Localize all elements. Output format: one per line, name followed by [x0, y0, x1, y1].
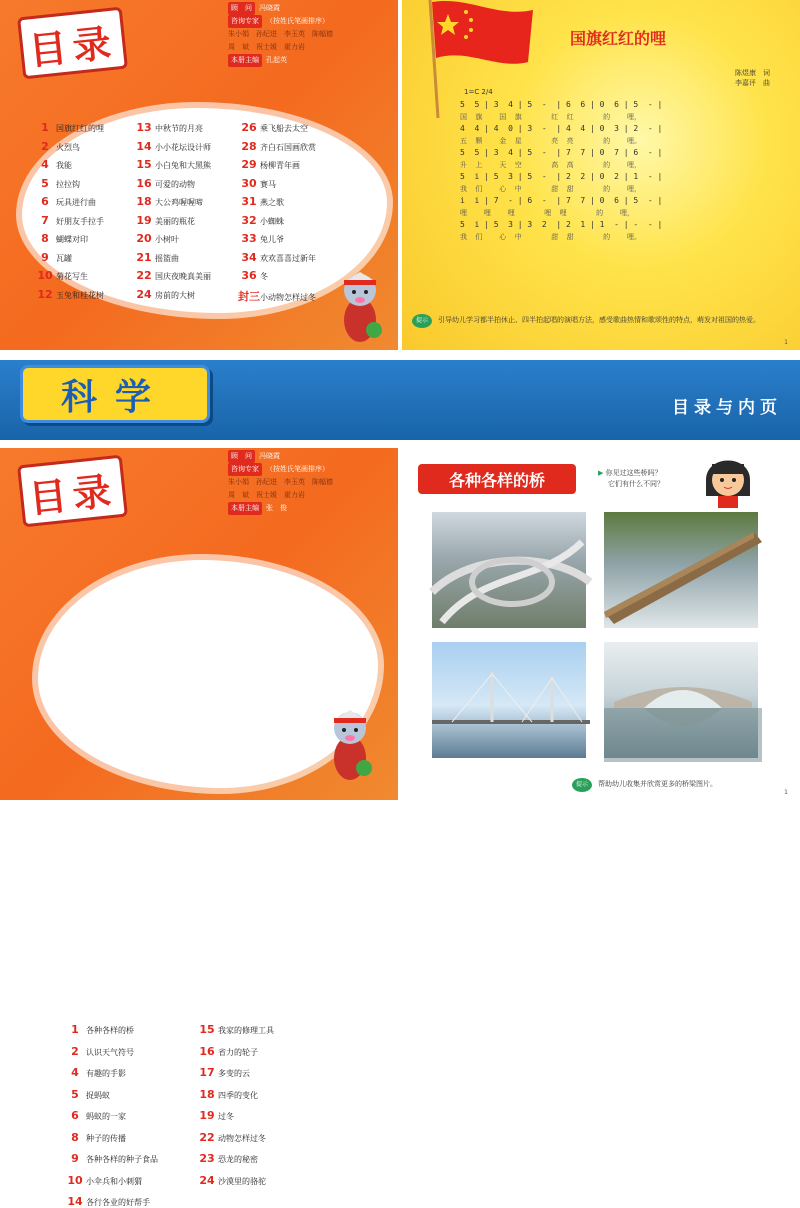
toc-page-number: 10	[67, 1173, 83, 1187]
toc-entry-title: 省力的轮子	[218, 1047, 258, 1057]
toc-page-number: 22	[199, 1130, 215, 1144]
toc-entry-title: 四季的变化	[218, 1090, 258, 1100]
toc-entry	[34, 158, 72, 171]
toc-page-number: 6	[71, 1109, 79, 1122]
toc-page-number: 1	[71, 1023, 79, 1036]
toc-entry-title: 我家的修理工具	[218, 1026, 274, 1035]
toc-page-number: 16	[136, 176, 152, 190]
toc-page-number: 9	[41, 250, 49, 264]
toc-entry	[64, 1174, 142, 1187]
toc-entry-title: 乘飞船去太空	[260, 124, 308, 133]
toc-page-number: 24	[199, 1173, 215, 1187]
score-lyrics-row: 哩 哩 哩 哩 哩 的 哩，	[460, 209, 635, 217]
toc-page-number: 9	[71, 1152, 79, 1165]
toc-entry-title: 捉蚂蚁	[86, 1090, 110, 1100]
toc-page-number: 29	[241, 158, 257, 171]
song-authors: 陈煜康 词 李嘉评 曲	[735, 69, 770, 87]
toc-entry-title: 摇篮曲	[155, 253, 179, 263]
toc-page-number: 31	[241, 195, 257, 208]
toc-page-number: 5	[71, 1087, 79, 1101]
toc-page-number: 26	[241, 121, 257, 134]
toc-entry	[196, 1045, 258, 1058]
toc-page-number: 4	[41, 158, 49, 171]
toc-entry-title: 国庆夜晚真美丽	[155, 272, 211, 281]
toc-entry-title: 过冬	[218, 1112, 234, 1121]
subject-label: 科学	[60, 376, 169, 418]
toc-entry-title: 我能	[56, 161, 72, 170]
score-notes-row: i i | 7 - | 6 - | 7 7 | 0 6 | 5 - |	[460, 196, 663, 205]
banner-caption: 目录与内页	[672, 398, 782, 418]
toc-entry	[196, 1152, 258, 1165]
score-notes-row: 5 5 | 3 4 | 5 - | 7 7 | 0 7 | 6 - |	[460, 148, 663, 157]
toc-page-number: 5	[41, 176, 49, 190]
toc-entry-title: 小蜘蛛	[260, 216, 284, 226]
song-title: 国旗红红的哩	[570, 29, 667, 48]
toc-page-number: 19	[136, 213, 152, 227]
toc-page-number: 16	[199, 1044, 215, 1058]
toc-entry	[238, 121, 308, 134]
toc-entry-title: 赛马	[260, 179, 276, 189]
toc-entry-title: 可爱的动物	[155, 179, 195, 189]
page-number: 1	[784, 789, 788, 796]
toc-entry	[196, 1023, 274, 1036]
score-lyrics-row: 五 颗 金 星 亮 亮 的 哩。	[460, 137, 642, 145]
toc-page-number: 17	[199, 1066, 215, 1079]
bottom-toc-panel	[0, 448, 398, 1208]
toc-entry	[64, 1131, 126, 1144]
toc-page-number: 10	[37, 269, 53, 282]
toc-page-number: 8	[41, 232, 49, 245]
toc-entry-title: 燕之歌	[260, 198, 284, 207]
toc-page-number: 7	[41, 213, 49, 227]
toc-entry	[133, 269, 211, 282]
toc-page-number: 14	[136, 139, 152, 153]
toc-entry-title: 小白兔和大黑熊	[155, 161, 211, 170]
toc-entry	[133, 177, 195, 190]
toc-entry-title: 欢欢喜喜过新年	[260, 253, 316, 263]
question-text: ▶ 你见过这些桥吗？ 它们有什么不同？	[598, 469, 664, 488]
bridges-page-panel	[402, 448, 800, 800]
toc-entry	[196, 1109, 234, 1122]
song-teaching-note: 提示 引导幼儿学习都半拍休止、四半拍起唱的演唱方法，感受歌曲热情和歌颂性的特点，萌发对祖国的热爱。	[412, 314, 792, 328]
toc-entry	[34, 269, 88, 282]
toc-entry	[133, 232, 179, 245]
cat-mascot-illustration	[320, 698, 380, 788]
toc-entry-title: 玩具进行曲	[56, 198, 96, 207]
highway-interchange-photo	[430, 510, 588, 630]
toc-page-number: 封三	[238, 289, 260, 303]
toc-entry-title: 各种各样的桥	[86, 1026, 134, 1035]
toc-entry	[64, 1195, 150, 1208]
toc-entry	[34, 195, 96, 208]
toc-title-book	[17, 7, 128, 80]
toc-entry-title: 大公鸡喔喔啼	[155, 198, 203, 207]
toc-entry	[64, 1109, 126, 1122]
toc-page-number: 30	[241, 176, 257, 190]
toc-entry-title: 玉兔和桂花树	[56, 290, 104, 300]
score-lyrics-row: 我 们 心 中 甜 甜 的 哩，	[460, 185, 642, 193]
toc-entry	[133, 195, 203, 208]
toc-entry	[238, 251, 316, 264]
score-notes-row: 5 i | 5 3 | 3 2 | 2 1 | 1 - | - - |	[460, 220, 663, 229]
toc-page-number: 8	[71, 1130, 79, 1144]
toc-entry	[64, 1088, 110, 1101]
toc-entry	[64, 1066, 126, 1079]
toc-entry-title: 国旗红红的哩	[56, 124, 104, 133]
score-lyrics-row: 升 上 天 空 高 高 的 哩，	[460, 161, 642, 169]
toc-page-number: 34	[241, 250, 257, 264]
toc-entry	[133, 140, 211, 153]
toc-page-number: 13	[136, 121, 152, 134]
play-arrow-icon: ▶	[598, 469, 604, 477]
toc-entry-title: 拉拉钩	[56, 179, 80, 189]
toc-entry	[238, 195, 284, 208]
toc-entry-title: 有趣的手影	[86, 1069, 126, 1078]
toc-entry-title: 瓦罐	[56, 253, 72, 263]
toc-entry-title: 好朋友手拉手	[56, 216, 104, 226]
stone-arch-bridge-photo	[602, 640, 760, 760]
toc-page-number: 2	[41, 139, 49, 153]
credits-block: 顾 问 冯晓霞 咨询专家 （按姓氏笔画排序） 朱小娟 孙纪进 李玉英 陈幅德 周 斌 祝士媛 霍力岩 本册主编 孔起英	[228, 2, 333, 67]
song-key: 1=C 2/4	[464, 88, 493, 96]
toc-page-number: 14	[67, 1195, 83, 1208]
toc-entry	[238, 177, 276, 190]
toc-entry	[34, 232, 88, 245]
toc-page-number: 18	[199, 1087, 215, 1101]
toc-entry	[34, 214, 104, 227]
toc-title: 目录	[26, 20, 119, 73]
toc-entry-title: 美丽的瓶花	[155, 216, 195, 226]
toc-entry	[133, 121, 203, 134]
credits-block: 顾 问 冯晓霞 咨询专家 （按姓氏笔画排序） 朱小娟 孙纪进 李玉英 陈幅德 周 斌 祝士媛 霍力岩 本册主编 张 俊	[228, 450, 333, 515]
toc-entry-title: 多变的云	[218, 1069, 250, 1078]
toc-entry	[133, 251, 179, 264]
toc-page-number: 21	[136, 250, 152, 264]
toc-page-number: 19	[199, 1109, 215, 1122]
toc-entry	[34, 140, 80, 153]
score-notes-row: 5 i | 5 3 | 5 - | 2 2 | 0 2 | 1 - |	[460, 172, 663, 181]
toc-entry-title: 小树叶	[155, 235, 179, 244]
subject-label-box	[20, 365, 210, 423]
toc-title: 目录	[26, 468, 119, 521]
toc-entry	[133, 214, 195, 227]
toc-entry-title: 房前的大树	[155, 290, 195, 300]
toc-page-number: 2	[71, 1044, 79, 1058]
toc-entry	[196, 1174, 266, 1187]
toc-entry-title: 小伞兵和小刺猬	[86, 1176, 142, 1186]
toc-page-number: 15	[136, 158, 152, 171]
page-number: 1	[784, 339, 788, 346]
toc-entry	[196, 1066, 250, 1079]
toc-entry	[34, 121, 104, 134]
toc-entry-title: 恐龙的秘密	[218, 1155, 258, 1164]
toc-entry	[64, 1023, 134, 1036]
toc-entry-title: 各种各样的种子食品	[86, 1155, 158, 1164]
toc-page-number: 32	[241, 213, 257, 227]
score-lyrics-row: 我 们 心 中 甜 甜 的 哩。	[460, 233, 642, 241]
toc-entry-title: 菊花写生	[56, 272, 88, 281]
toc-entry-title: 小小花坛设计师	[155, 142, 211, 152]
toc-entry-title: 蝴蝶对印	[56, 235, 88, 244]
toc-page-number: 24	[136, 287, 152, 301]
toc-page-number: 33	[241, 232, 257, 245]
toc-entry	[238, 288, 316, 304]
toc-page-number: 36	[241, 269, 257, 282]
toc-entry-title: 中秋节的月亮	[155, 124, 203, 133]
top-toc-panel	[0, 0, 398, 350]
hint-badge: 提示	[572, 778, 592, 792]
toc-entry	[238, 269, 268, 282]
toc-page-number: 1	[41, 121, 49, 134]
toc-entry	[64, 1045, 134, 1058]
toc-entry-title: 沙漠里的骆驼	[218, 1176, 266, 1186]
girl-illustration	[698, 450, 758, 508]
toc-entry	[133, 288, 195, 301]
toc-entry-title: 火烈鸟	[56, 142, 80, 152]
toc-page-number: 12	[37, 287, 53, 301]
toc-entry-title: 杨柳青年画	[260, 161, 300, 170]
hint-badge: 提示	[412, 314, 432, 328]
score-notes-row: 4 4 | 4 0 | 3 - | 4 4 | 0 3 | 2 - |	[460, 124, 663, 133]
toc-page-number: 28	[241, 139, 257, 153]
toc-entry-title: 兔儿爷	[260, 235, 284, 244]
music-score	[460, 100, 800, 244]
toc-entry-title: 动物怎样过冬	[218, 1133, 266, 1143]
page-title-box	[418, 464, 576, 494]
toc-entry-title: 各行各业的好帮手	[86, 1198, 150, 1207]
toc-page-number: 23	[199, 1152, 215, 1165]
toc-page-number: 4	[71, 1066, 79, 1079]
toc-entry	[238, 140, 316, 153]
toc-entry	[238, 214, 284, 227]
toc-entry	[34, 251, 72, 264]
toc-entry	[133, 158, 211, 171]
toc-entry	[34, 177, 80, 190]
toc-entry	[64, 1152, 158, 1165]
toc-page-number: 6	[41, 195, 49, 208]
toc-page-number: 15	[199, 1023, 215, 1036]
toc-entry	[196, 1088, 258, 1101]
wooden-plank-bridge-photo	[602, 510, 760, 630]
toc-entry	[238, 232, 284, 245]
score-lyrics-row: 国 旗 国 旗 红 红 的 哩，	[460, 113, 642, 121]
page-title: 各种各样的桥	[448, 470, 545, 490]
toc-entry	[34, 288, 104, 301]
score-notes-row: 5 5 | 3 4 | 5 - | 6 6 | 0 6 | 5 - |	[460, 100, 663, 109]
toc-entry	[196, 1131, 266, 1144]
bridge-teaching-note: 提示 帮助幼儿收集并欣赏更多的桥梁图片。	[572, 778, 717, 792]
toc-page-number: 18	[136, 195, 152, 208]
toc-page-number: 20	[136, 232, 152, 245]
toc-entry-title: 认识天气符号	[86, 1047, 134, 1057]
toc-entry-title: 齐白石国画欣赏	[260, 142, 316, 152]
toc-page-number: 22	[136, 269, 152, 282]
toc-entry-title: 蚂蚁的一家	[86, 1112, 126, 1121]
toc-entry-title: 小动物怎样过冬	[260, 292, 316, 302]
toc-entry-title: 种子的传播	[86, 1133, 126, 1143]
cat-mascot-illustration	[330, 260, 390, 350]
cable-stayed-bridge-photo	[430, 640, 588, 760]
toc-entry-title: 冬	[260, 272, 268, 281]
toc-entry	[238, 158, 300, 171]
toc-title-book	[17, 455, 128, 528]
